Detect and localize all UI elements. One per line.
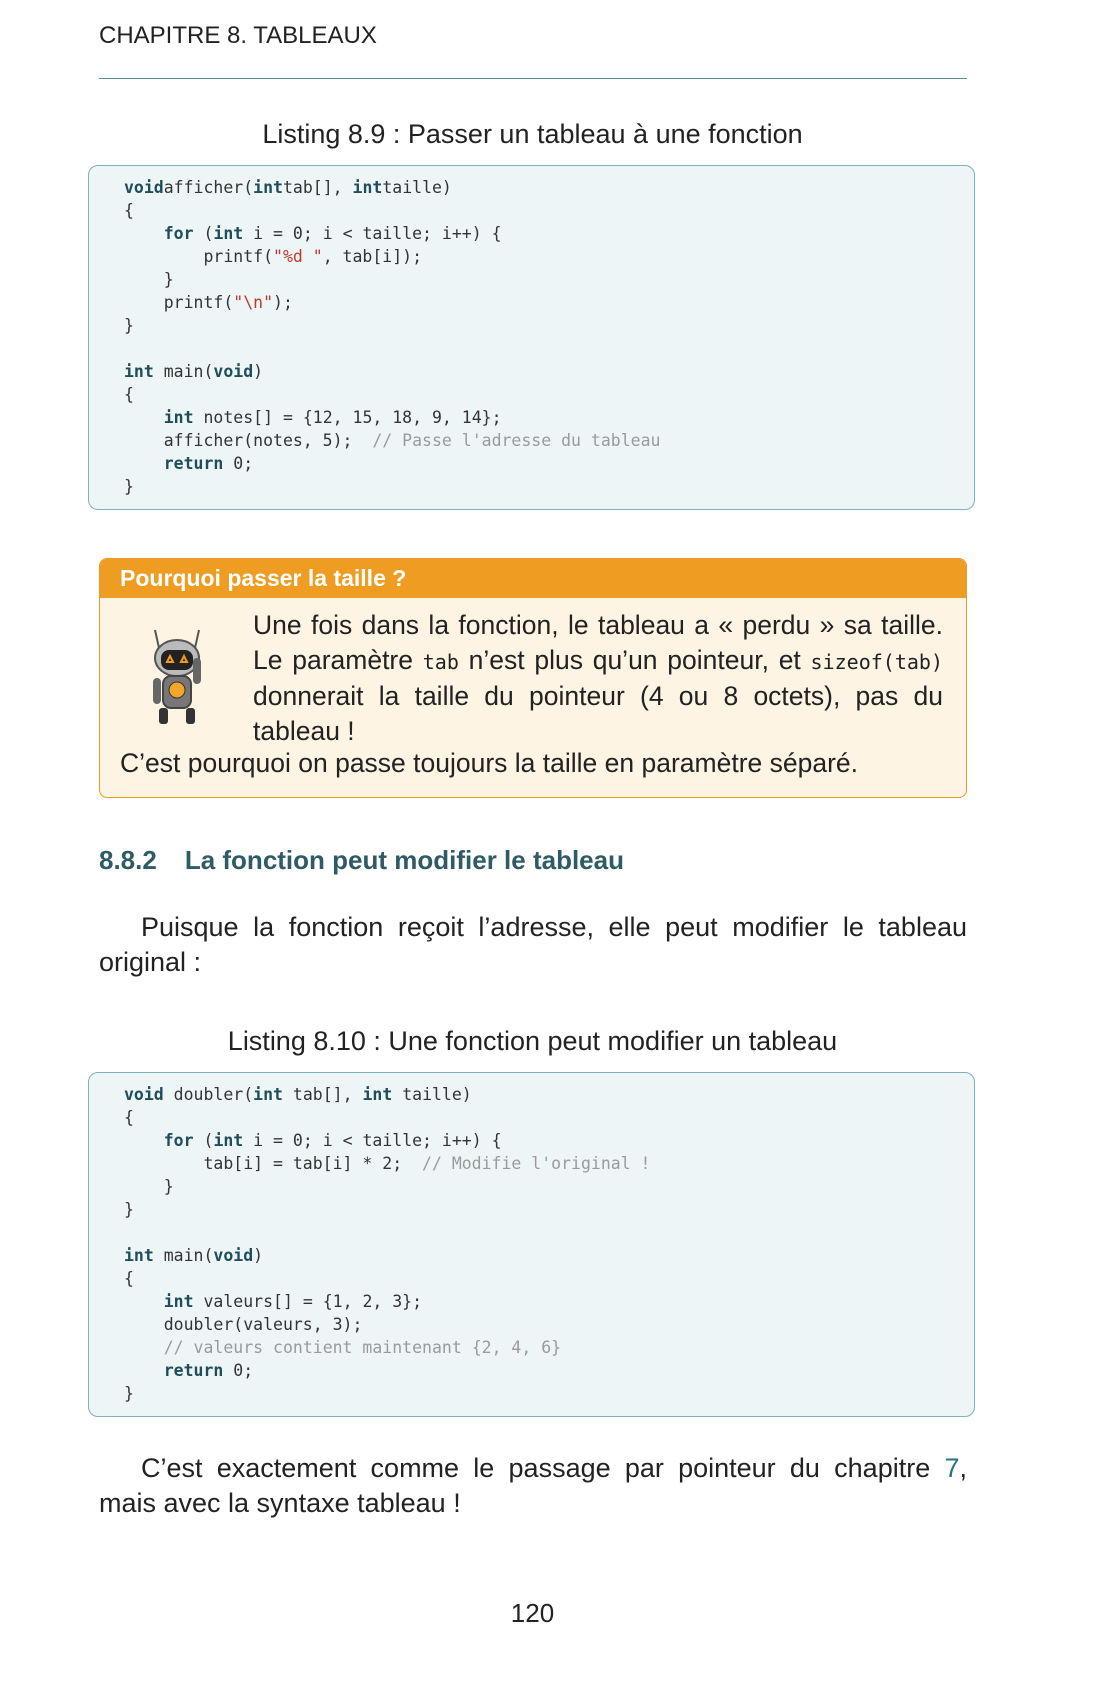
header-rule (99, 78, 967, 79)
code-text: } (124, 1384, 134, 1403)
code-text: afficher(notes, 5); (124, 431, 373, 450)
code-text: doubler(valeurs, 3); (124, 1315, 363, 1334)
code-text: ) (253, 1246, 264, 1265)
listing-caption: Listing 8.9 : Passer un tableau à une fonction (262, 119, 803, 149)
code-text: i = 0; i < taille; i++) { (243, 1131, 502, 1150)
code-text: { (124, 385, 134, 404)
code-line (124, 291, 974, 314)
code-string: "\n" (233, 293, 274, 312)
code-text: , tab[i]); (322, 247, 423, 266)
code-line (124, 268, 974, 291)
code-line (124, 245, 974, 268)
code-keyword: int (213, 1131, 244, 1150)
code-block (124, 176, 974, 498)
code-text: { (124, 1108, 134, 1127)
code-text: printf( (124, 247, 274, 266)
code-line (124, 1313, 974, 1336)
code-text: ) (253, 362, 264, 381)
code-line (124, 199, 974, 222)
code-text (124, 454, 164, 473)
code-text: main( (153, 1246, 214, 1265)
robot-icon (145, 628, 207, 728)
code-line (124, 1290, 974, 1313)
code-text: } (124, 477, 134, 496)
code-keyword: int (253, 178, 283, 197)
code-text: } (124, 270, 174, 289)
paragraph (99, 1451, 967, 1521)
code-text (124, 1361, 164, 1380)
code-line (124, 1175, 974, 1198)
code-text: } (124, 1200, 134, 1219)
section-title: La fonction peut modifier le tableau (184, 845, 624, 875)
paragraph: Puisque la fonction reçoit l’adresse, elle peut modifier le tableau original : (99, 912, 967, 977)
code-line (124, 222, 974, 245)
code-text: ( (193, 224, 214, 243)
inline-code: sizeof(tab) (810, 649, 943, 674)
code-comment: // Modifie l'original ! (422, 1154, 651, 1173)
code-line (124, 1152, 974, 1175)
callout-text-part: donnerait la taille du pointeur (4 ou 8 octets), pas du tableau ! (253, 681, 943, 746)
inline-code: tab (422, 649, 459, 674)
code-text: } (124, 316, 134, 335)
callout-text-part: Une fois dans la fonction, le tableau a « perdu » sa taille. Le paramètre (253, 610, 943, 675)
paragraph-text: C’est exactement comme le passage par pointeur du chapitre (141, 1453, 945, 1483)
code-text: taille) (392, 1085, 472, 1104)
callout-conclusion: C’est pourquoi on passe toujours la taille en paramètre séparé. (120, 748, 859, 778)
code-text: { (124, 1269, 134, 1288)
code-line (124, 1382, 974, 1405)
code-line (124, 1083, 974, 1106)
code-keyword: int (213, 224, 244, 243)
section-number: 8.8.2 (99, 845, 157, 875)
listing-caption: Listing 8.10 : Une fonction peut modifier un tableau (227, 1026, 838, 1056)
code-keyword: int (362, 1085, 393, 1104)
code-line (124, 360, 974, 383)
code-line (124, 314, 974, 337)
code-string: "%d " (273, 247, 323, 266)
code-text (124, 408, 164, 427)
code-line (124, 1106, 974, 1129)
code-line (124, 176, 974, 199)
code-text: 0; (223, 1361, 254, 1380)
code-text (124, 1292, 164, 1311)
code-keyword: return (163, 1361, 224, 1380)
code-keyword: int (163, 1292, 194, 1311)
code-line (124, 1359, 974, 1382)
code-comment: // valeurs contient maintenant {2, 4, 6} (163, 1338, 562, 1357)
code-text: taille) (382, 178, 452, 197)
code-text (124, 1131, 164, 1150)
code-text: ); (273, 293, 293, 312)
running-header: CHAPITRE 8. TABLEAUX (99, 22, 377, 49)
code-text (124, 1338, 164, 1357)
code-text: 0; (223, 454, 254, 473)
paragraph-text: , mais avec la syntaxe tableau ! (99, 1453, 967, 1518)
code-keyword: void (213, 1246, 254, 1265)
code-comment: // Passe l'adresse du tableau (372, 431, 661, 450)
code-line (124, 337, 974, 360)
code-keyword: for (163, 1131, 194, 1150)
code-text: tab[], (282, 1085, 363, 1104)
callout-text-part: n’est plus qu’un pointeur, et (458, 644, 811, 675)
code-line (124, 406, 974, 429)
code-line (124, 1198, 974, 1221)
code-line (124, 383, 974, 406)
code-text: notes[] = {12, 15, 18, 9, 14}; (193, 408, 502, 427)
code-keyword: int (124, 362, 154, 381)
code-listing-1 (88, 165, 975, 510)
code-line (124, 1336, 974, 1359)
code-text: main( (153, 362, 214, 381)
callout-text (253, 608, 943, 748)
code-text: doubler( (163, 1085, 254, 1104)
code-text: printf( (124, 293, 234, 312)
code-line (124, 475, 974, 498)
code-line (124, 429, 974, 452)
code-line (124, 1267, 974, 1290)
code-keyword: for (163, 224, 194, 243)
code-keyword: void (124, 178, 164, 197)
code-keyword: void (124, 1085, 164, 1104)
chapter-link[interactable]: 7 (944, 1453, 960, 1483)
code-keyword: int (253, 1085, 283, 1104)
code-block (124, 1083, 974, 1405)
callout-title: Pourquoi passer la taille ? (100, 559, 966, 598)
code-line (124, 1244, 974, 1267)
section-heading (99, 845, 624, 876)
code-line (124, 1221, 974, 1244)
code-text: } (124, 1177, 174, 1196)
code-keyword: int (124, 1246, 154, 1265)
code-keyword: void (213, 362, 254, 381)
code-text: tab[i] = tab[i] * 2; (124, 1154, 423, 1173)
callout-box (99, 558, 967, 798)
code-line (124, 1129, 974, 1152)
code-text: tab[], (282, 178, 353, 197)
code-text: { (124, 201, 134, 220)
code-text: ( (193, 1131, 214, 1150)
code-text: i = 0; i < taille; i++) { (243, 224, 502, 243)
code-keyword: return (163, 454, 224, 473)
code-keyword: int (352, 178, 383, 197)
page-number: 120 (510, 1598, 555, 1628)
code-text: afficher( (163, 178, 254, 197)
code-listing-2 (88, 1072, 975, 1417)
code-text: valeurs[] = {1, 2, 3}; (193, 1292, 423, 1311)
code-keyword: int (163, 408, 194, 427)
code-text (124, 224, 164, 243)
code-line (124, 452, 974, 475)
